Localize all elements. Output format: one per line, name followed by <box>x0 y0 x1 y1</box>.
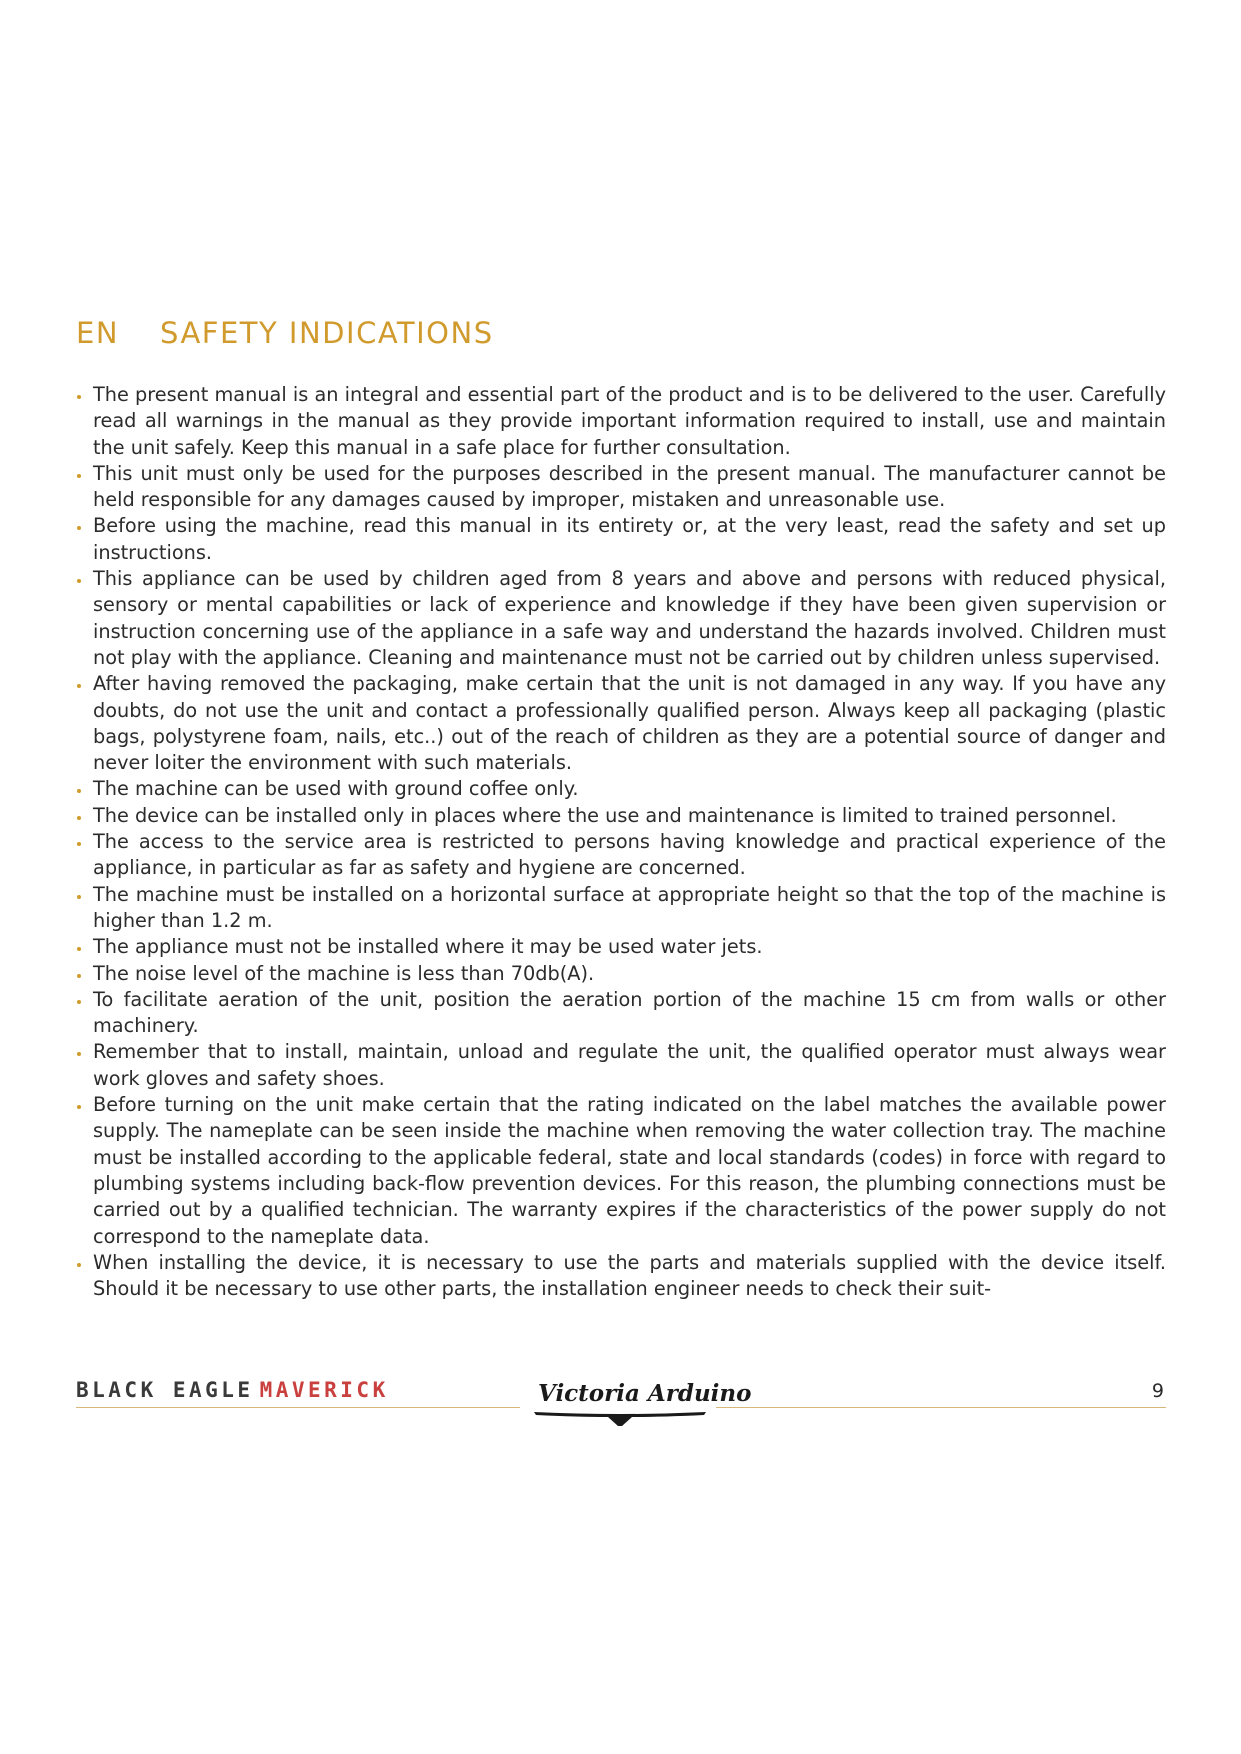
victoria-arduino-logo <box>532 1378 752 1438</box>
language-code: EN <box>76 316 120 350</box>
list-item: After having removed the packaging, make certain that the unit is not damaged in any way. If you have any doubts, do not use the unit and contact a professionally qualified person. Always keep all packaging (plastic bags, polystyrene foam, nails, etc..) out of the reach of children as they are a potential source of danger and never loiter the environment with such materials. <box>76 671 1166 776</box>
list-item: The present manual is an integral and essential part of the product and is to be delivered to the user. Carefully read all warnings in the manual as they provide important information required to install, use and maintain the unit safely. Keep this manual in a safe place for further consultation. <box>76 382 1166 461</box>
brand-name-accent: MAVERICK <box>259 1378 389 1402</box>
list-item: The machine must be installed on a horizontal surface at appropriate height so that the top of the machine is higher than 1.2 m. <box>76 882 1166 935</box>
brand-name-primary: BLACK EAGLE <box>76 1378 254 1402</box>
list-item: To facilitate aeration of the unit, position the aeration portion of the machine 15 cm from walls or other machinery. <box>76 987 1166 1040</box>
logo-text: Victoria Arduino <box>538 1380 752 1407</box>
footer-divider-left <box>76 1407 520 1408</box>
eagle-wing-icon <box>532 1408 708 1430</box>
list-item: The machine can be used with ground coffee only. <box>76 776 1166 802</box>
list-item: This unit must only be used for the purposes described in the present manual. The manufacturer cannot be held responsible for any damages caused by improper, mistaken and unreasonable use. <box>76 461 1166 514</box>
list-item: The access to the service area is restricted to persons having knowledge and practical experience of the appliance, in particular as far as safety and hygiene are concerned. <box>76 829 1166 882</box>
brand-wordmark <box>76 1378 389 1402</box>
section-heading <box>76 316 494 350</box>
footer-divider-right <box>716 1407 1166 1408</box>
list-item: Remember that to install, maintain, unload and regulate the unit, the qualified operator must always wear work gloves and safety shoes. <box>76 1039 1166 1092</box>
list-item: The device can be installed only in places where the use and maintenance is limited to trained personnel. <box>76 803 1166 829</box>
list-item: When installing the device, it is necessary to use the parts and materials supplied with the device itself. Should it be necessary to use other parts, the installation engineer needs to check their suit- <box>76 1250 1166 1303</box>
list-item: Before using the machine, read this manual in its entirety or, at the very least, read the safety and set up instructions. <box>76 513 1166 566</box>
section-title: SAFETY INDICATIONS <box>160 316 494 350</box>
page-number: 9 <box>1151 1380 1164 1402</box>
safety-list <box>76 382 1166 1302</box>
page-footer <box>76 1378 1166 1448</box>
list-item: The noise level of the machine is less than 70db(A). <box>76 961 1166 987</box>
list-item: The appliance must not be installed where it may be used water jets. <box>76 934 1166 960</box>
list-item: Before turning on the unit make certain that the rating indicated on the label matches the available power supply. The nameplate can be seen inside the machine when removing the water collection tray. The machine must be installed according to the applicable federal, state and local standards (codes) in force with regard to plumbing systems including back-flow prevention devices. For this reason, the plumbing connections must be carried out by a qualified technician. The warranty expires if the characteristics of the power supply do not correspond to the nameplate data. <box>76 1092 1166 1250</box>
list-item: This appliance can be used by children aged from 8 years and above and persons with reduced physical, sensory or mental capabilities or lack of experience and knowledge if they have been given supervision or instruction concerning use of the appliance in a safe way and understand the hazards involved. Children must not play with the appliance. Cleaning and maintenance must not be carried out by children unless supervised. <box>76 566 1166 671</box>
